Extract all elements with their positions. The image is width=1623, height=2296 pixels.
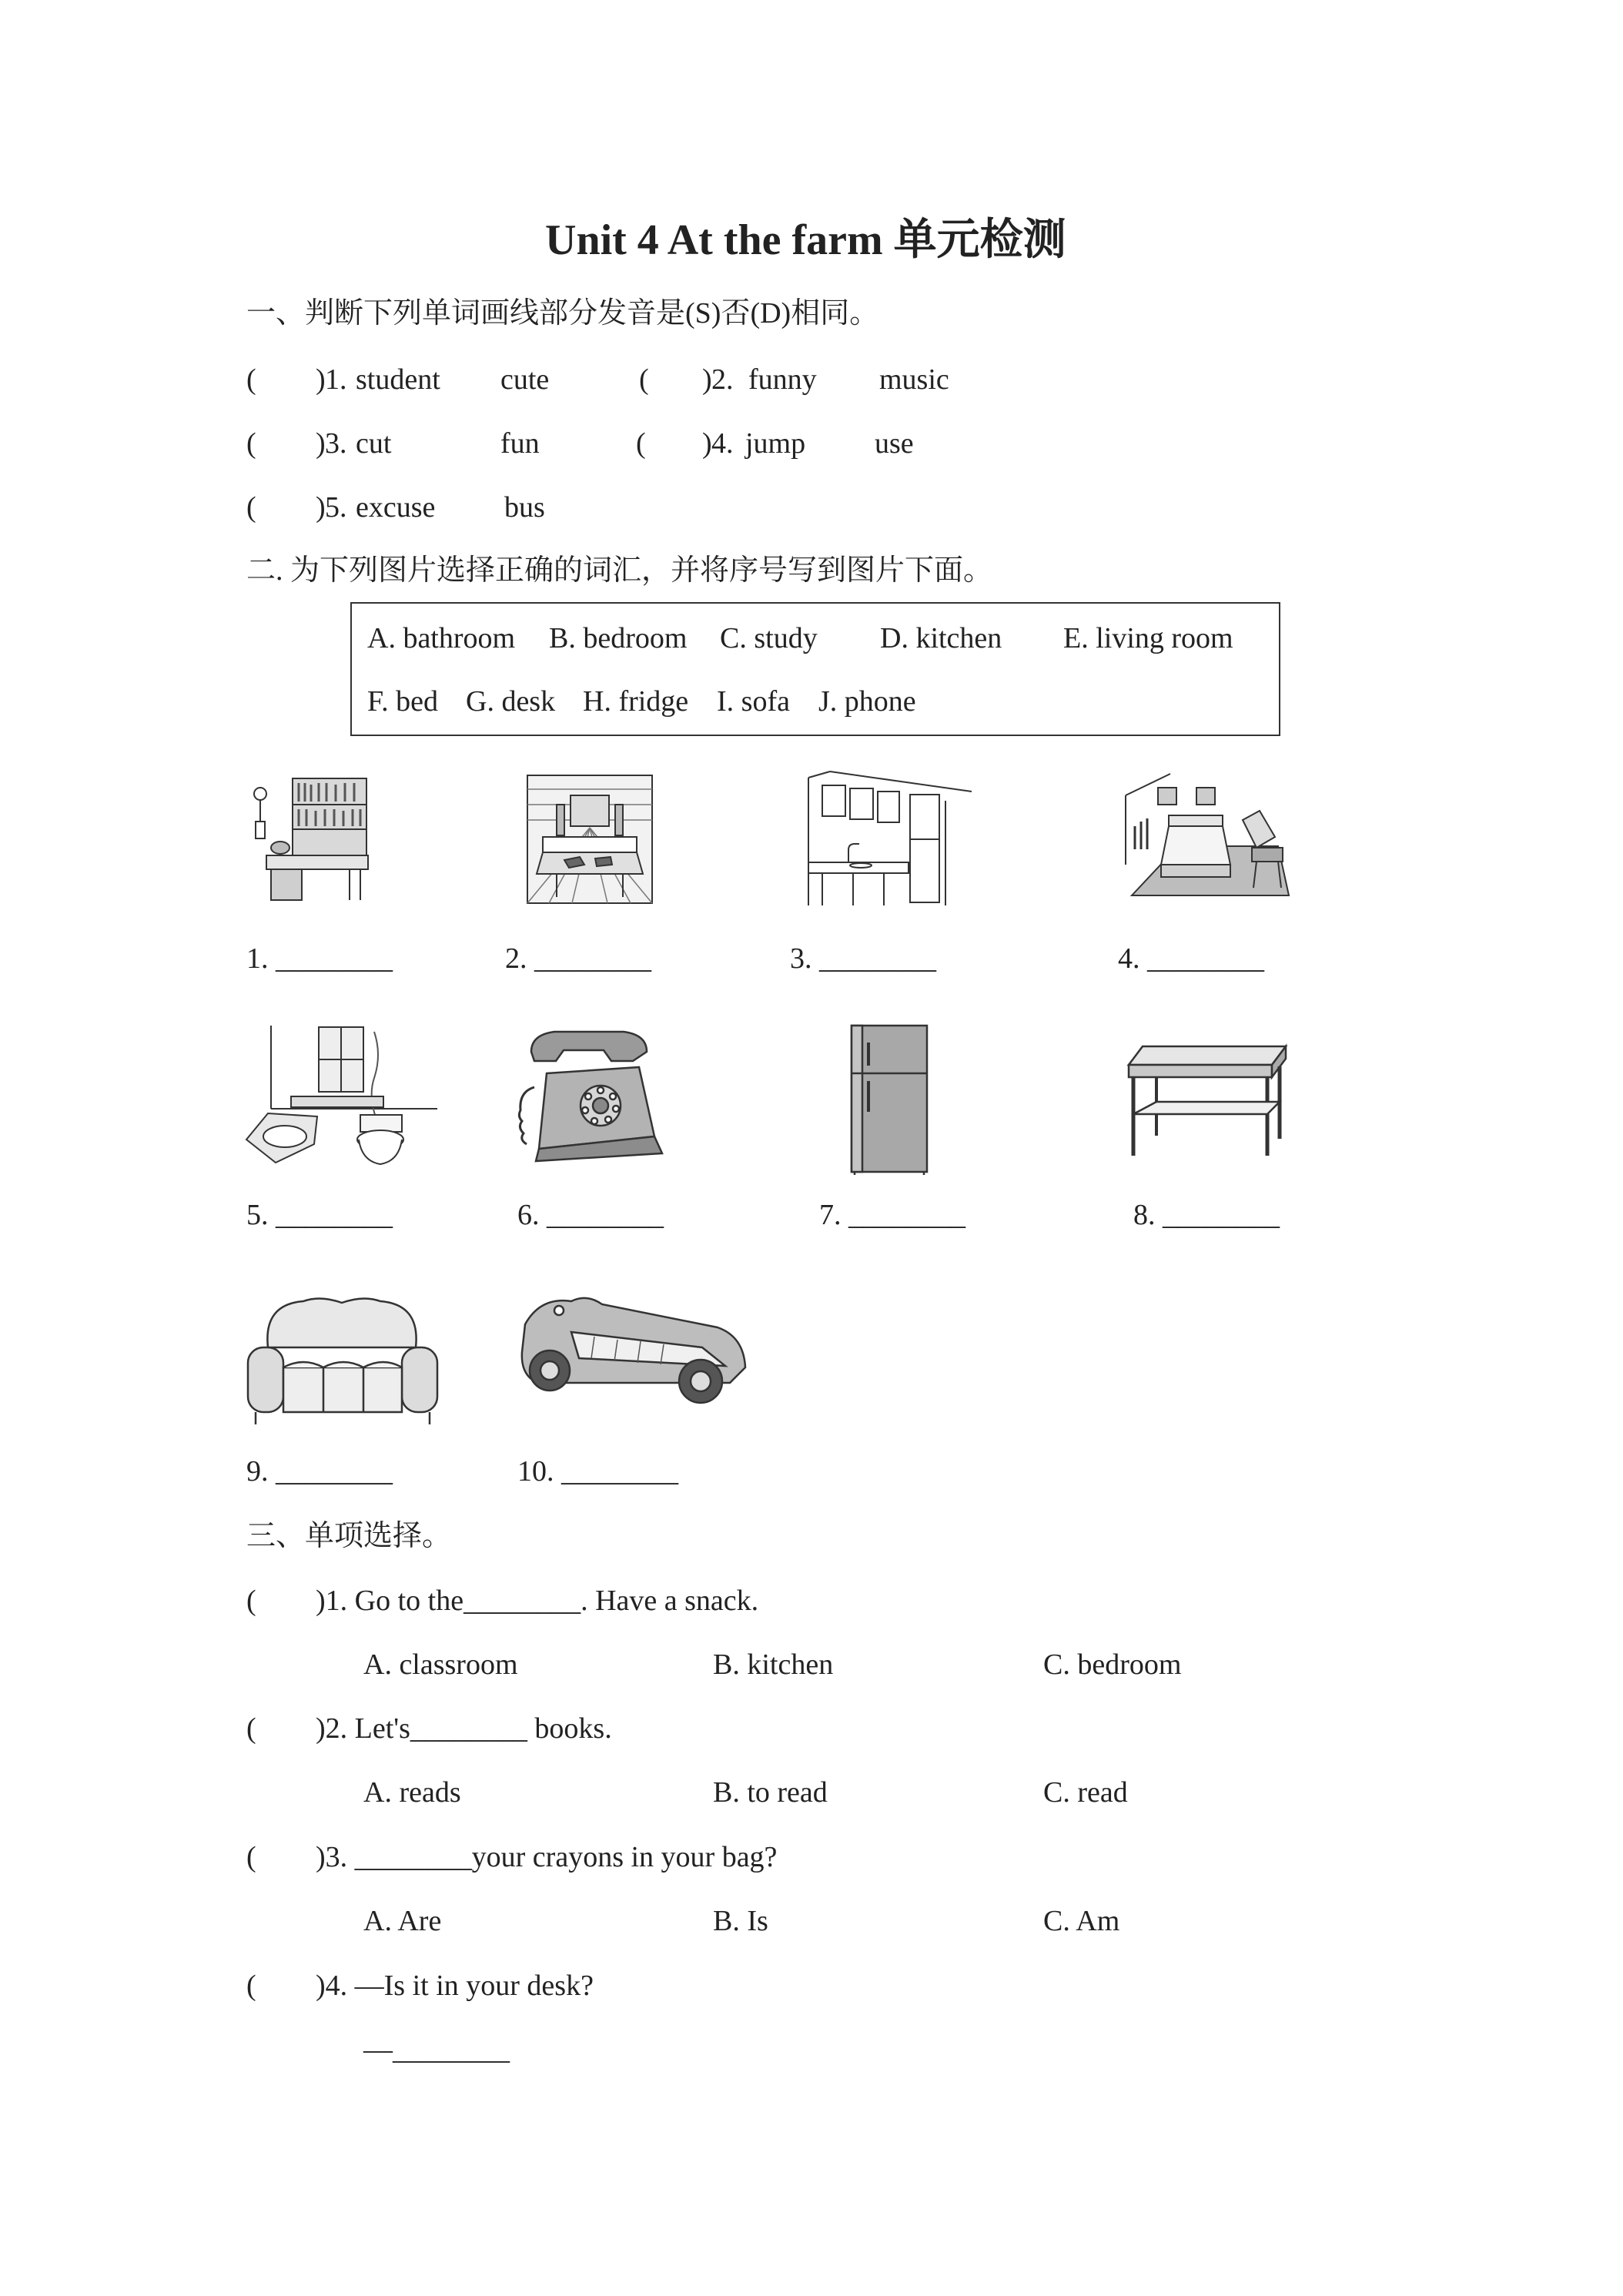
- item-number: 3.: [325, 427, 347, 460]
- word-bank-option: J. phone: [818, 685, 916, 718]
- section2-heading: 二. 为下列图片选择正确的词汇，并将序号写到图片下面。: [246, 554, 993, 587]
- page-title: Unit 4 At the farm 单元检测: [545, 216, 1066, 264]
- word-bank-option: G. desk: [466, 685, 556, 718]
- question-stem: )3. ________your crayons in your bag?: [316, 1841, 778, 1873]
- item-number: 2.: [711, 363, 734, 396]
- answer-paren: (: [246, 1841, 256, 1873]
- section3-heading: 三、单项选择。: [246, 1520, 452, 1552]
- picture-blank-4: 4. ________: [1118, 942, 1264, 975]
- picture-blank-9: 9. ________: [246, 1455, 393, 1488]
- picture-blank-1: 1. ________: [246, 942, 393, 975]
- picture-blank-3: 3. ________: [790, 942, 936, 975]
- option-a: A. Are: [363, 1905, 442, 1937]
- picture-blank-6: 6. ________: [517, 1199, 664, 1231]
- word-1: cut: [356, 427, 392, 460]
- word-1: jump: [745, 427, 806, 460]
- word-2: bus: [504, 491, 545, 524]
- word-bank-option: B. bedroom: [549, 622, 688, 654]
- word-1: student: [356, 363, 440, 396]
- option-c: C. Am: [1043, 1905, 1120, 1937]
- phone-picture: [508, 1029, 671, 1164]
- desk-picture: [1126, 1043, 1290, 1159]
- word-2: music: [879, 363, 949, 396]
- word-bank-option: F. bed: [367, 685, 438, 718]
- bedroom-picture: [1124, 772, 1297, 905]
- close-paren: ): [316, 427, 326, 460]
- answer-paren: (: [246, 1585, 256, 1617]
- section1-heading: 一、判断下列单词画线部分发音是(S)否(D)相同。: [246, 297, 879, 330]
- bed-picture: [517, 1294, 750, 1406]
- answer-paren: (: [246, 1712, 256, 1745]
- word-bank-box: [350, 602, 1280, 736]
- question-stem: )4. —Is it in your desk?: [316, 1970, 594, 2002]
- picture-blank-7: 7. ________: [819, 1199, 965, 1231]
- picture-blank-8: 8. ________: [1133, 1199, 1280, 1231]
- picture-blank-10: 10. ________: [517, 1455, 678, 1488]
- option-a: A. classroom: [363, 1648, 518, 1681]
- picture-blank-5: 5. ________: [246, 1199, 393, 1231]
- word-bank-option: H. fridge: [583, 685, 689, 718]
- option-c: C. read: [1043, 1776, 1128, 1809]
- sofa-picture: [245, 1294, 440, 1429]
- word-1: funny: [748, 363, 817, 396]
- question-stem: )2. Let's________ books.: [316, 1712, 612, 1745]
- answer-paren: (: [246, 427, 256, 460]
- option-a: A. reads: [363, 1776, 461, 1809]
- word-1: excuse: [356, 491, 436, 524]
- close-paren: ): [702, 427, 712, 460]
- item-number: 1.: [325, 363, 347, 396]
- fridge-picture: [847, 1022, 932, 1176]
- answer-paren: (: [246, 1970, 256, 2002]
- word-bank-option: I. sofa: [717, 685, 790, 718]
- question-stem: )1. Go to the________. Have a snack.: [316, 1585, 759, 1617]
- item-number: 5.: [325, 491, 347, 524]
- word-bank-option: D. kitchen: [880, 622, 1002, 654]
- word-2: use: [875, 427, 914, 460]
- answer-line: —________: [363, 2033, 510, 2066]
- option-b: B. to read: [713, 1776, 828, 1809]
- living-room-picture: [526, 774, 654, 905]
- close-paren: ): [316, 363, 326, 396]
- study-picture: [245, 774, 373, 905]
- answer-paren: (: [636, 427, 646, 460]
- word-bank-option: C. study: [720, 622, 818, 654]
- word-2: fun: [500, 427, 540, 460]
- item-number: 4.: [711, 427, 734, 460]
- picture-blank-2: 2. ________: [505, 942, 651, 975]
- close-paren: ): [316, 491, 326, 524]
- close-paren: ): [702, 363, 712, 396]
- answer-paren: (: [246, 491, 256, 524]
- answer-paren: (: [639, 363, 649, 396]
- option-c: C. bedroom: [1043, 1648, 1182, 1681]
- answer-paren: (: [246, 363, 256, 396]
- word-bank-option: E. living room: [1063, 622, 1233, 654]
- bathroom-picture: [245, 1024, 439, 1167]
- kitchen-picture: [807, 770, 973, 909]
- word-bank-option: A. bathroom: [367, 622, 516, 654]
- option-b: B. Is: [713, 1905, 768, 1937]
- word-2: cute: [500, 363, 550, 396]
- option-b: B. kitchen: [713, 1648, 834, 1681]
